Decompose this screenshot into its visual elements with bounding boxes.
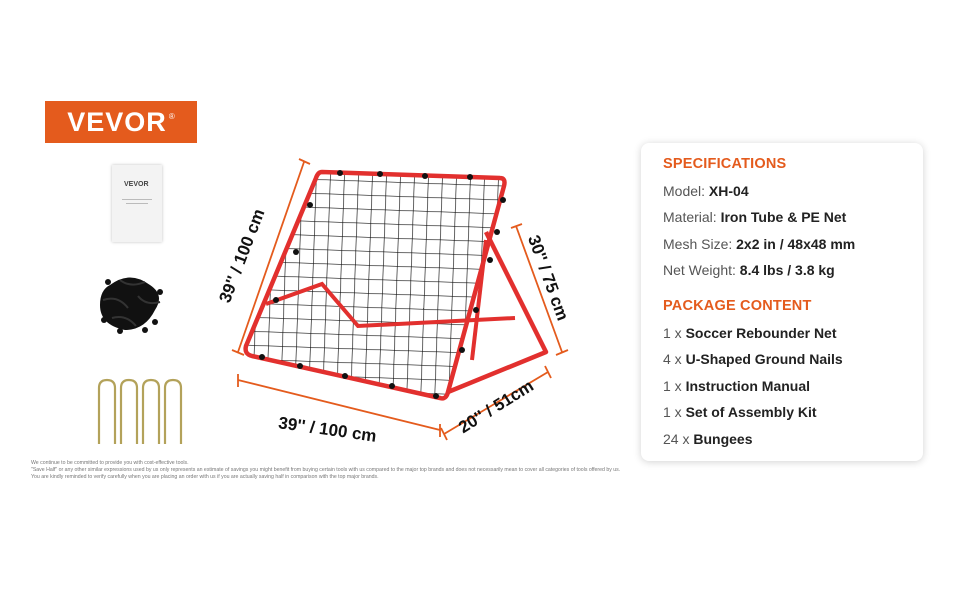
package-item <box>663 431 752 447</box>
specifications-title: SPECIFICATIONS <box>663 156 787 172</box>
package-qty: 1 x <box>663 378 682 394</box>
spec-row-mesh-size <box>663 236 855 252</box>
package-item <box>663 351 843 367</box>
height-dimension-label: 39'' / 100 cm <box>215 206 269 306</box>
spec-row-net-weight <box>663 262 835 278</box>
spec-value: Iron Tube & PE Net <box>720 209 847 225</box>
package-item <box>663 378 810 394</box>
spec-label: Mesh Size: <box>663 236 733 252</box>
package-name: U-Shaped Ground Nails <box>685 351 843 367</box>
brand-logo-text: VEVOR <box>67 106 167 137</box>
package-content-title: PACKAGE CONTENT <box>663 298 812 314</box>
spec-row-material <box>663 209 846 225</box>
ground-nails-image <box>99 380 181 444</box>
package-item <box>663 325 837 341</box>
width-dimension-label: 39'' / 100 cm <box>277 413 378 446</box>
rebounder-net-image <box>230 160 546 420</box>
package-name: Soccer Rebounder Net <box>685 325 837 341</box>
depth-dimension-label: 20'' / 51cm <box>455 376 537 438</box>
spec-label: Net Weight: <box>663 262 736 278</box>
package-qty: 4 x <box>663 351 682 367</box>
disclaimer-line: You are kindly reminded to verify carefully when you are placing an order with us if you are actually saving half in comparison with the top major brands. <box>31 474 379 480</box>
specifications-card <box>641 143 923 461</box>
spec-label: Model: <box>663 183 706 199</box>
package-name: Instruction Manual <box>685 378 811 394</box>
spec-value: 2x2 in / 48x48 mm <box>736 236 856 252</box>
package-qty: 1 x <box>663 325 682 341</box>
package-item <box>663 404 817 420</box>
side-height-dimension-label: 30'' / 75 cm <box>523 232 573 324</box>
spec-value: 8.4 lbs / 3.8 kg <box>739 262 835 278</box>
registered-mark: ® <box>168 111 175 121</box>
package-qty: 1 x <box>663 404 682 420</box>
disclaimer <box>31 460 731 481</box>
spec-label: Material: <box>663 209 717 225</box>
disclaimer-line: We continue to be committed to provide you with cost-effective tools. <box>31 460 189 466</box>
package-name: Set of Assembly Kit <box>685 404 817 420</box>
spec-row-model <box>663 183 749 199</box>
package-name: Bungees <box>693 431 753 447</box>
package-qty: 24 x <box>663 431 690 447</box>
bungees-image <box>100 278 163 335</box>
disclaimer-line: "Save Half" or any other similar expressions used by us only represents an estimate of savings you might benefit from buying certain tools with us compared to the major top brands and does not necessarily mean to cover all categories of tools offered by us. <box>31 467 621 473</box>
spec-value: XH-04 <box>708 183 749 199</box>
manual-logo-text: VEVOR <box>124 181 149 188</box>
